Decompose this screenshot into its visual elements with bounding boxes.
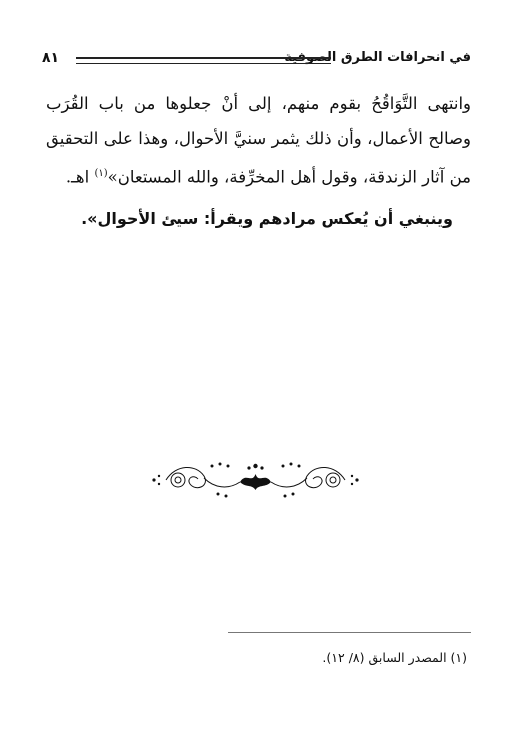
- header-rule: [76, 57, 331, 64]
- paragraph-text: وانتهى التَّوَاقُحُ بقوم منهم، إلى أنْ جعلوها من باب القُرَب وصالح الأعمال، وأن ذلك يثمر سنيَّ الأحوال، وهذا على التحقيق من آثار الزندقة، وقول أهل المخرِّفة، والله المستعان»: [46, 94, 471, 187]
- running-header-title: في انحرافات الطرق الصوفية: [284, 50, 471, 65]
- footnote-separator: [228, 632, 471, 633]
- page-number: ٨١: [42, 50, 60, 66]
- running-header: [42, 48, 471, 72]
- footnote-reference: (١): [94, 168, 108, 179]
- main-text: [46, 86, 471, 236]
- emphasis-line: وينبغي أن يُعكس مرادهم ويقرأ: سيئ الأحوال».: [81, 208, 453, 228]
- ornament-divider: [148, 454, 363, 504]
- paragraph-end: اهـ.: [65, 167, 90, 187]
- footnote: (١) المصدر السابق (٨/ ١٢).: [322, 650, 467, 665]
- main-paragraph: [46, 86, 471, 195]
